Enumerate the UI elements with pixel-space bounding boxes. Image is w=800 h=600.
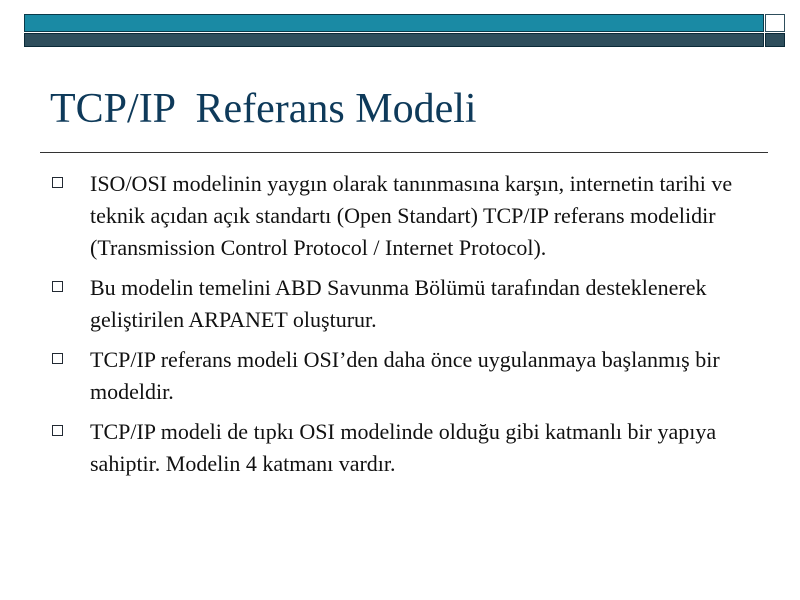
header-corner-box-bottom: [765, 33, 785, 47]
header-bar-dark: [24, 33, 764, 47]
header-corner-box-top: [765, 14, 785, 32]
bullet-text: Bu modelin temelini ABD Savunma Bölümü tarafından desteklenerek geliştirilen ARPANET oluşturur.: [90, 275, 707, 332]
title-divider: [40, 152, 768, 153]
header-bar-teal: [24, 14, 764, 32]
slide-title: TCP/IP Referans Modeli: [50, 86, 477, 132]
bullet-text: TCP/IP referans modeli OSI’den daha önce uygulanmaya başlanmış bir modeldir.: [90, 347, 720, 404]
bullet-item: [50, 168, 750, 264]
bullet-text: TCP/IP modeli de tıpkı OSI modelinde olduğu gibi katmanlı bir yapıya sahiptir. Modelin 4 katmanı vardır.: [90, 419, 717, 476]
hollow-square-bullet-icon: [52, 353, 63, 364]
bullet-item: [50, 272, 750, 336]
bullet-list: [50, 168, 750, 488]
bullet-item: [50, 344, 750, 408]
bullet-text: ISO/OSI modelinin yaygın olarak tanınmasına karşın, internetin tarihi ve teknik açıdan açık standartı (Open Standart) TCP/IP referans modelidir (Transmission Control Protocol / Internet Protocol).: [90, 171, 733, 260]
hollow-square-bullet-icon: [52, 177, 63, 188]
hollow-square-bullet-icon: [52, 425, 63, 436]
hollow-square-bullet-icon: [52, 281, 63, 292]
bullet-item: [50, 416, 750, 480]
